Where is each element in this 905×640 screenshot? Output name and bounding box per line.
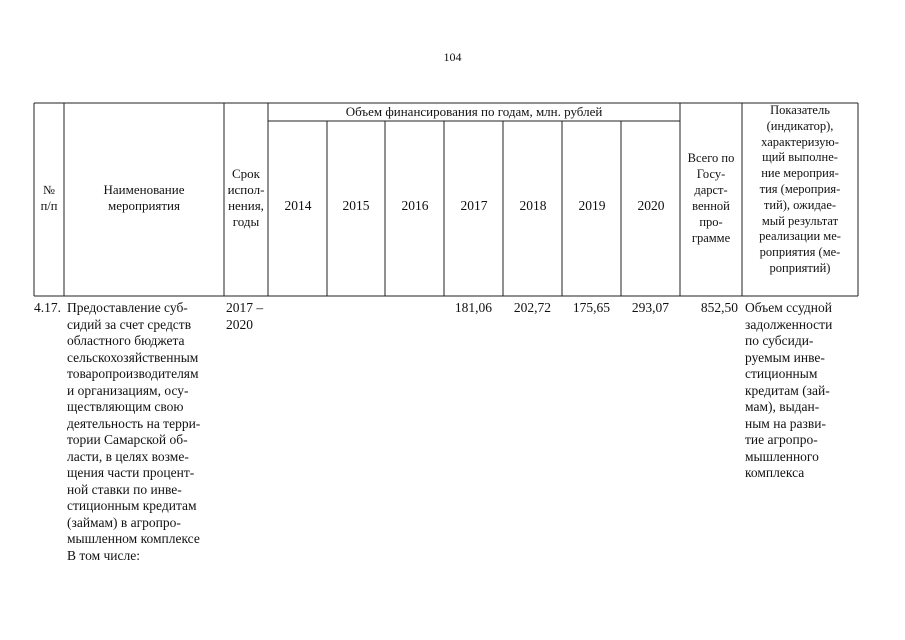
- header-year-2014: 2014: [284, 198, 312, 213]
- row-value-2017: 181,06: [454, 300, 492, 315]
- row-term: 2017 – 2020: [226, 300, 264, 332]
- row-value-2018: 202,72: [513, 300, 551, 315]
- header-term: Срок испол- нения, годы: [227, 166, 265, 229]
- header-total: Всего по Госу- дарст- венной про- грамме: [687, 151, 735, 245]
- header-year-2020: 2020: [637, 198, 665, 213]
- row-indicator: Объем ссудной задолженности по субсиди- руемым инве- стиционным кредитам (зай- мам), выдан- ным на разви- тие агропро- мышленного комплекса: [745, 300, 833, 480]
- header-year-2017: 2017: [460, 198, 488, 213]
- row-num: 4.17.: [34, 300, 61, 315]
- header-year-2019: 2019: [578, 198, 606, 213]
- header-name: Наименование мероприятия: [103, 182, 185, 213]
- header-num: № п/п: [40, 183, 58, 213]
- header-indicator: Показатель (индикатор), характеризую- щий выполне- ние мероприя- тия (мероприя- тий), ожидае- мый результат реализации ме- роприятия (ме- роприятий): [759, 103, 841, 275]
- header-year-2016: 2016: [401, 198, 429, 213]
- header-year-2015: 2015: [342, 198, 370, 213]
- header-funding-group: Объем финансирования по годам, млн. рублей: [345, 104, 603, 119]
- header-year-2018: 2018: [519, 198, 547, 213]
- row-name: Предоставление суб- сидий за счет средств областного бюджета сельскохозяйственным товаропроизводителям и организациям, осу- ществляющим свою деятельность на терри- тории Самарской об- ласти, в целях возме- щения части процент- ной ставки по инве- стиционным кредитам (займам) в агропро- мышленном комплексе В том числе:: [67, 300, 201, 563]
- row-total: 852,50: [700, 300, 738, 315]
- page-number: 104: [443, 50, 462, 64]
- row-value-2020: 293,07: [631, 300, 669, 315]
- row-value-2019: 175,65: [572, 300, 610, 315]
